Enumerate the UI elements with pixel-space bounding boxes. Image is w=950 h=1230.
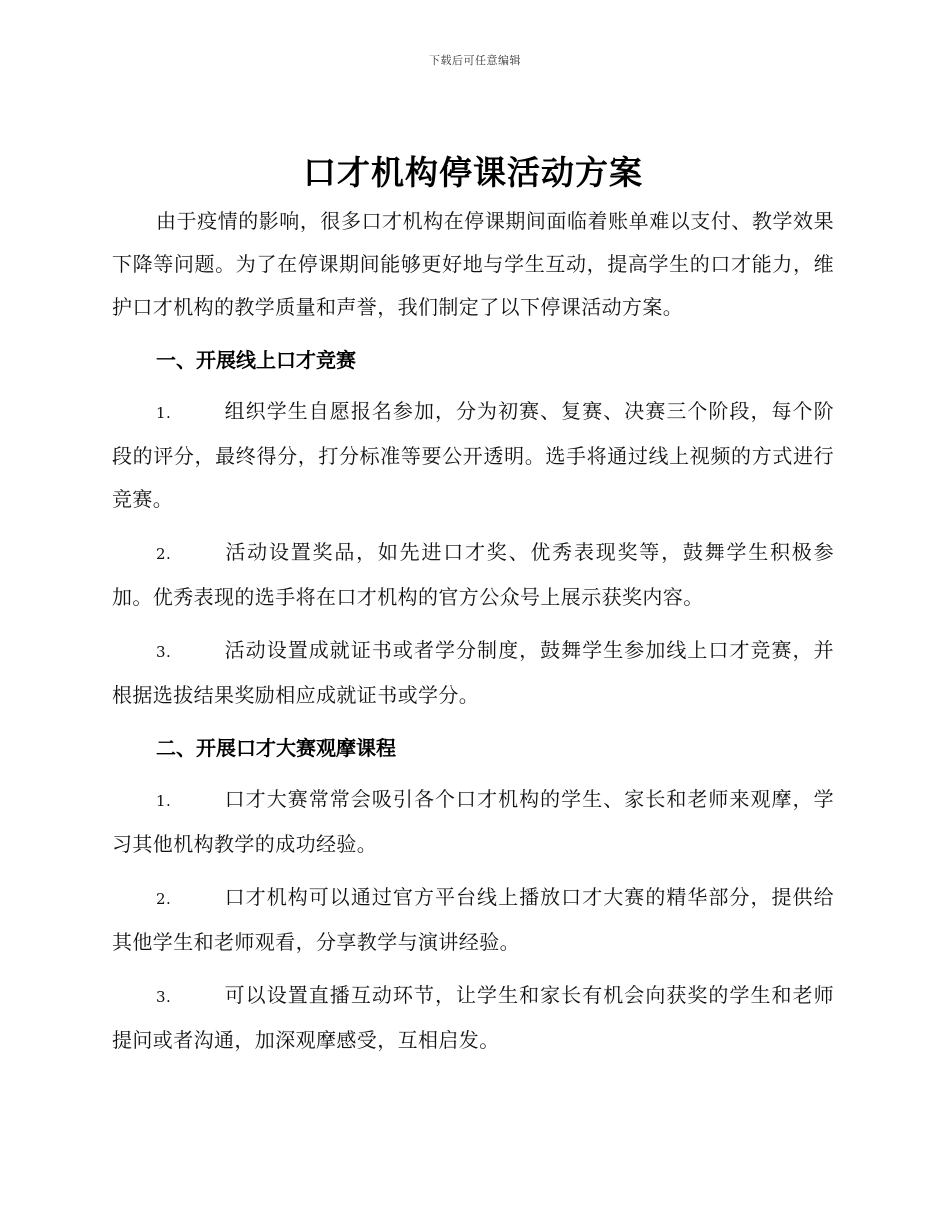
document-body: [112, 148, 834, 1072]
list-item: [112, 390, 834, 521]
list-item-number: 1.: [156, 792, 172, 810]
section-1: [112, 339, 834, 717]
list-item-number: 2.: [156, 890, 172, 908]
header-note: 下载后可任意编辑: [429, 54, 521, 67]
list-item: [112, 531, 834, 619]
section-2: [112, 727, 834, 1062]
list-item: [112, 974, 834, 1062]
list-item-number: 2.: [156, 545, 172, 563]
document-title: 口才机构停课活动方案: [303, 153, 643, 192]
list-item-text: 组织学生自愿报名参加，分为初赛、复赛、决赛三个阶段，每个阶段的评分，最终得分，打分标准等要公开透明。选手将通过线上视频的方式进行竞赛。: [112, 399, 834, 511]
list-item: [112, 778, 834, 866]
section-heading: 一、开展线上口才竞赛: [156, 348, 356, 372]
list-item-text: 口才大赛常常会吸引各个口才机构的学生、家长和老师来观摩，学习其他机构教学的成功经验。: [112, 787, 834, 856]
list-item-number: 3.: [156, 988, 172, 1006]
list-item-text: 活动设置成就证书或者学分制度，鼓舞学生参加线上口才竞赛，并根据选拔结果奖励相应成就证书或学分。: [112, 638, 834, 707]
list-item-text: 口才机构可以通过官方平台线上播放口才大赛的精华部分，提供给其他学生和老师观看，分享教学与演讲经验。: [112, 885, 834, 954]
list-item: [112, 876, 834, 964]
section-heading: 二、开展口才大赛观摩课程: [156, 736, 396, 760]
list-item-number: 1.: [156, 404, 172, 422]
list-item-text: 可以设置直播互动环节，让学生和家长有机会向获奖的学生和老师提问或者沟通，加深观摩感受，互相启发。: [112, 983, 834, 1052]
list-item: [112, 629, 834, 717]
intro-paragraph: 由于疫情的影响，很多口才机构在停课期间面临着账单难以支付、教学效果下降等问题。为了在停课期间能够更好地与学生互动，提高学生的口才能力，维护口才机构的教学质量和声誉，我们制定了以下停课活动方案。: [112, 209, 834, 319]
list-item-text: 活动设置奖品，如先进口才奖、优秀表现奖等，鼓舞学生积极参加。优秀表现的选手将在口才机构的官方公众号上展示获奖内容。: [112, 540, 834, 609]
list-item-number: 3.: [156, 643, 172, 661]
